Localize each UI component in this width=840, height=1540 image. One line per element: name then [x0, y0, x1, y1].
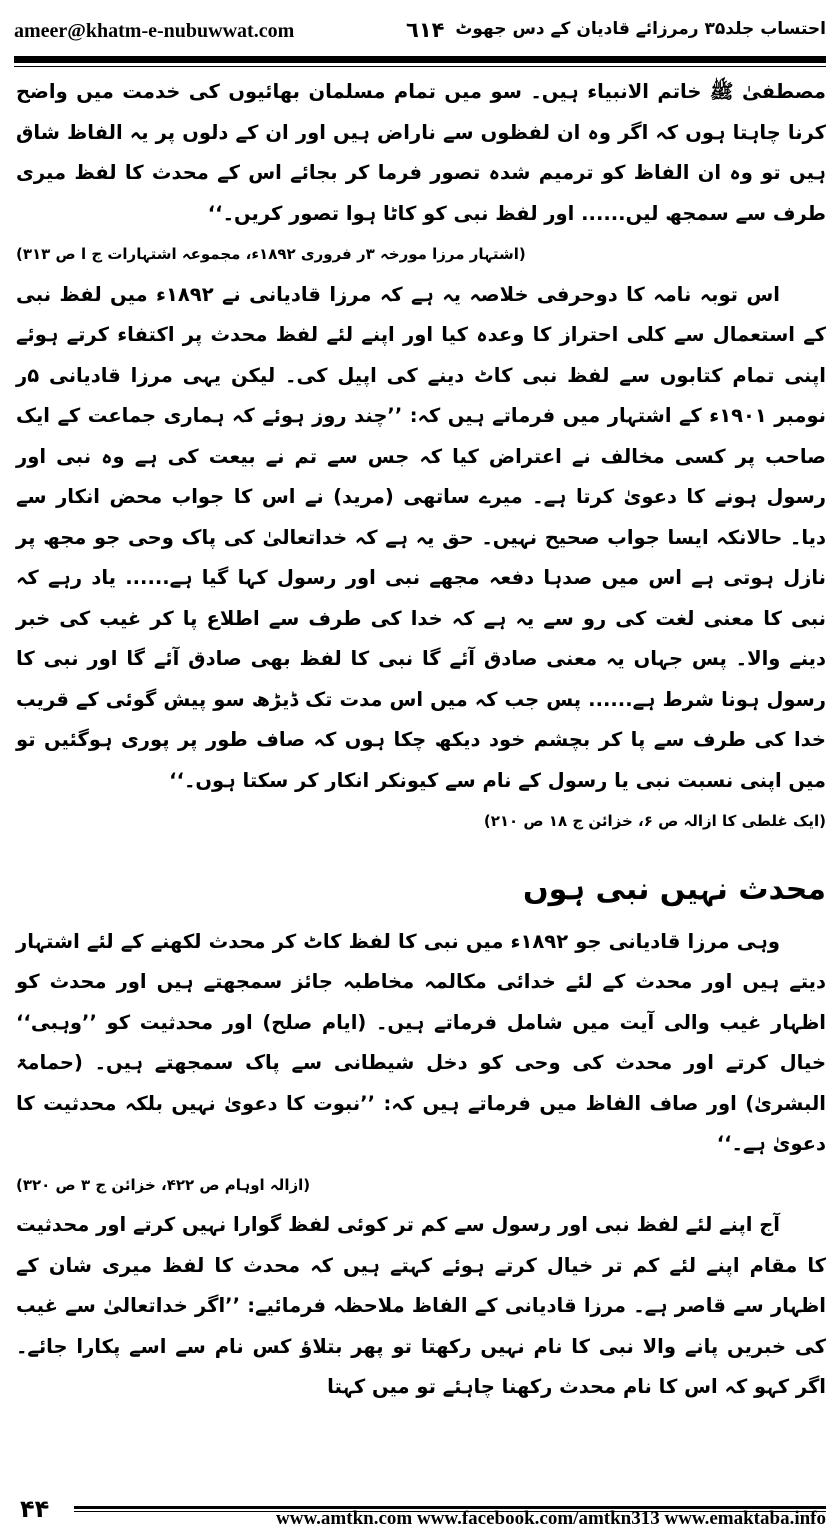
paragraph-3: وہی مرزا قادیانی جو ۱۸۹۲ء میں نبی کا لفظ کاٹ کر محدث لکھنے کے لئے اشتہار دیتے ہیں اور محدث کے لئے خدائی مکالمہ مخاطبہ جائز سمجھتے ہیں اور محدث کو اظہار غیب والی آیت میں شامل فرماتے ہیں۔ (ایام صلح) اور محدثیت کو ’’وہبی‘‘ خیال کرتے اور محدث کی وحی کو دخل شیطانی سے پاک سمجھتے ہیں۔ (حمامۃ البشریٰ) اور صاف الفاظ میں فرماتے ہیں کہ: ’’نبوت کا دعویٰ نہیں بلکہ محدثیت کا دعویٰ ہے۔‘‘ [16, 929, 826, 1155]
citation-1: (اشتہار مرزا مورخہ ۳ر فروری ۱۸۹۲ء، مجموعہ اشتہارات ج ا ص ۳۱۳) [16, 245, 526, 263]
page-body [16, 72, 826, 1408]
citation-2: (ایک غلطی کا ازالہ ص ۶، خزائن ج ۱۸ ص ۲۱۰) [483, 812, 826, 830]
header-title: احتساب جلد۳۵ رمرزائے قادیان کے دس جھوٹ [455, 19, 826, 39]
page-footer [14, 1494, 826, 1530]
citation-3: (ازالہ اوہام ص ۴۲۲، خزائن ج ۳ ص ۳۲۰) [16, 1175, 311, 1194]
citation-3-row [16, 1165, 826, 1206]
section-heading: محدث نہیں نبی ہوں [523, 871, 826, 907]
page-header [14, 18, 826, 48]
paragraph-1: مصطفیٰ ﷺ خاتم الانبیاء ہیں۔ سو میں تمام مسلمان بھائیوں کی خدمت میں واضح کرنا چاہتا ہوں کہ اگر وہ ان لفظوں سے ناراض ہیں اور ان کے دلوں پر یہ الفاظ شاق ہیں تو وہ ان الفاظ کو ترمیم شدہ تصور فرما کر بجائے اس کے محدث کا لفظ میری طرف سے سمجھ لیں...... اور لفظ نبی کو کاٹا ہوا تصور کریں۔‘‘ [16, 80, 826, 225]
footer-page-number: ۴۴ [20, 1495, 50, 1523]
paragraph-4: آج اپنے لئے لفظ نبی اور رسول سے کم تر کوئی لفظ گوارا نہیں کرتے اور محدثیت کا مقام اپنے لئے کم تر خیال کرتے ہوئے کہتے ہیں کہ محدث کا لفظ میری شان کے اظہار سے قاصر ہے۔ مرزا قادیانی کے الفاظ ملاحظہ فرمائیے: ’’اگر خداتعالیٰ سے غیب کی خبریں پانے والا نبی کا نام نہیں رکھتا تو پھر بتلاؤ کس نام سے اسے پکارا جائے۔ اگر کہو کہ اس کا نام محدث رکھنا چاہئے تو میں کہتا [16, 1213, 826, 1398]
footer-urls[interactable]: www.amtkn.com www.facebook.com/amtkn313 www.emaktaba.info [276, 1508, 826, 1529]
header-rule-thin [14, 66, 826, 67]
header-page-number: ٦١۴ [406, 18, 445, 42]
header-rule-thick [14, 56, 826, 63]
citation-1-row [16, 234, 826, 275]
paragraph-2: اس توبہ نامہ کا دوحرفی خلاصہ یہ ہے کہ مرزا قادیانی نے ۱۸۹۲ء میں لفظ نبی کے استعمال سے کلی احتراز کا وعدہ کیا اور اپنے لئے لفظ محدث پر اکتفاء کرتے ہوئے اپنی تمام کتابوں سے لفظ نبی کاٹ دینے کی اپیل کی۔ لیکن یہی مرزا قادیانی ۵ر نومبر ۱۹۰۱ء کے اشتہار میں فرماتے ہیں کہ: ’’چند روز ہوئے کہ ہماری جماعت کے ایک صاحب پر کسی مخالف نے اعتراض کیا کہ جس سے تم نے بیعت کی ہے وہ نبی اور رسول ہونے کا دعویٰ کرتا ہے۔ میرے ساتھی (مرید) نے اس کا جواب محض انکار سے دیا۔ حالانکہ ایسا جواب صحیح نہیں۔ حق یہ ہے کہ خداتعالیٰ کی پاک وحی جو مجھ پر نازل ہوتی ہے اس میں صدہا دفعہ مجھے نبی اور رسول کہا گیا ہے...... یاد رہے کہ نبی کا معنی لغت کی رو سے یہ ہے کہ خدا کی طرف سے اطلاع پا کر غیب کی خبر دینے والا۔ پس جہاں یہ معنی صادق آئے گا نبی کا لفظ بھی صادق آئے گا اور نبی کا رسول ہونا شرط ہے...... پس جب کہ میں اس مدت تک ڈیڑھ سو پیش گوئی کے قریب خدا کی طرف سے پا کر بچشم خود دیکھ چکا ہوں کہ صاف طور پر پوری ہوگئیں تو میں اپنی نسبت نبی یا رسول کے نام سے کیونکر انکار کر سکتا ہوں۔‘‘ [16, 282, 826, 792]
header-email: ameer@khatm-e-nubuwwat.com [14, 20, 295, 42]
